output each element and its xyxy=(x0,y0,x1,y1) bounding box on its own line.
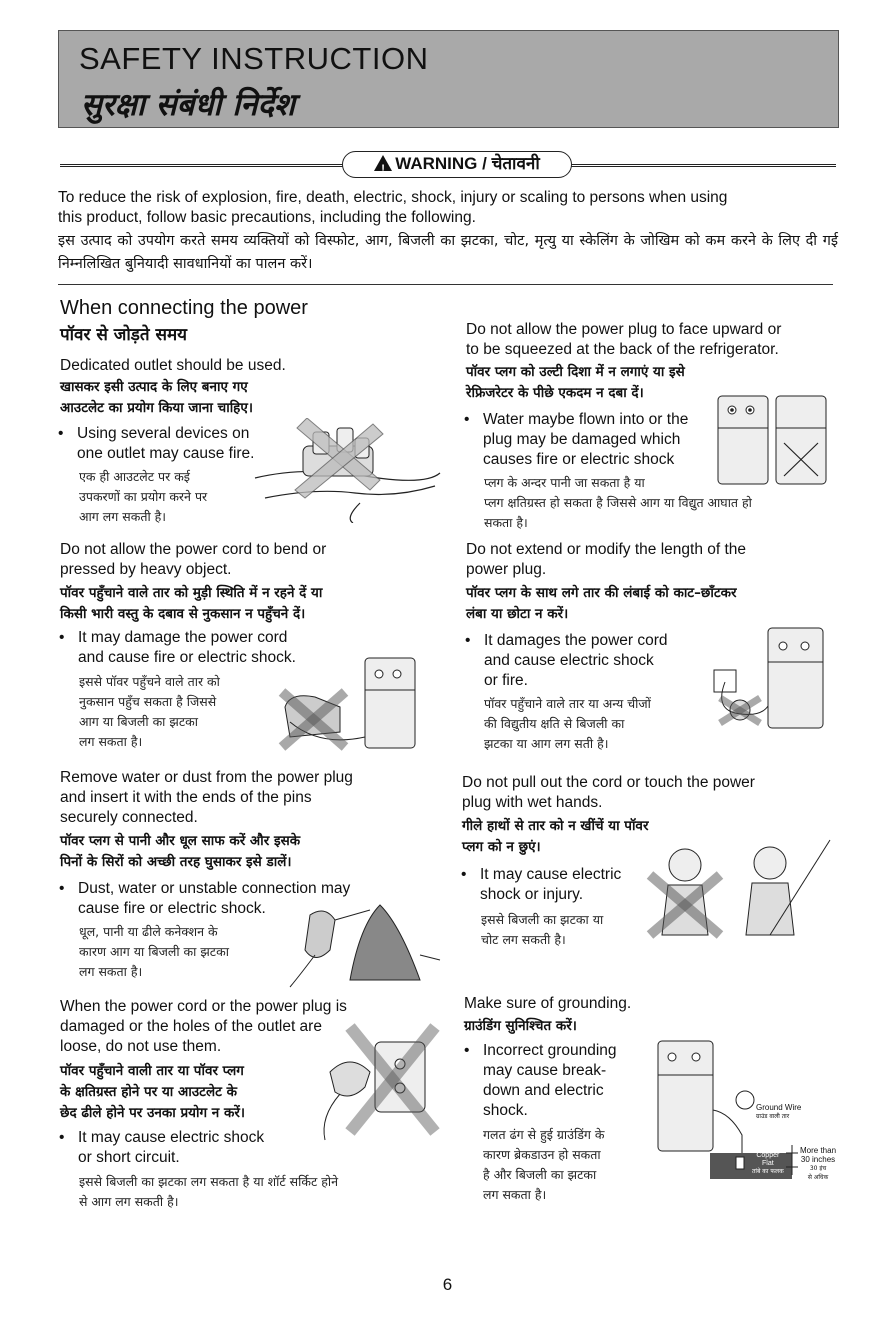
item-damaged-title-hi-2: के क्षतिग्रस्त होने पर या आउटलेट के xyxy=(60,1084,237,1100)
ground-wire-label-hi: ग्राउंड वाली तार xyxy=(756,1113,790,1120)
damaged-outlet-illustration xyxy=(315,1022,445,1142)
item-bend-hi-1: इससे पॉवर पहुँचने वाले तार को xyxy=(79,674,220,689)
refrigerator-plug-illustration xyxy=(714,388,834,488)
item-damaged-title-2: damaged or the holes of the outlet are xyxy=(60,1018,322,1035)
intro-en-line-1: To reduce the risk of explosion, fire, death, electric, shock, injury or scaling to persons when using xyxy=(58,189,728,206)
item-bend-title-hi-2: किसी भारी वस्तु के दबाव से नुकसान न पहुँचने दें। xyxy=(60,606,306,622)
item-bend-hi-3: आग या बिजली का झटका xyxy=(79,714,198,729)
item-bend-title-2: pressed by heavy object. xyxy=(60,561,232,578)
copper-label: Copper xyxy=(756,1152,780,1159)
item-facing-title-2: to be squeezed at the back of the refrigerator. xyxy=(466,341,779,358)
item-grounding-title: Make sure of grounding. xyxy=(464,995,632,1012)
intro-en-line-2: this product, follow basic precautions, including the following. xyxy=(58,209,476,226)
section-title: When connecting the power xyxy=(60,297,308,319)
item-damaged-title-3: loose, do not use them. xyxy=(60,1038,222,1055)
header-banner xyxy=(58,30,839,128)
item-water-bullet-2: cause fire or electric shock. xyxy=(78,900,266,917)
item-damaged-title-hi-3: छेद ढीले होने पर उनका प्रयोग न करें। xyxy=(60,1105,245,1121)
item-facing-hi-1: प्लग के अन्दर पानी जा सकता है या xyxy=(484,475,645,490)
item-facing-title-hi-2: रेफ्रिजरेटर के पीछे एकदम न दबा दें। xyxy=(466,385,644,401)
item-water-title-hi-1: पॉवर प्लग से पानी और धूल साफ करें और इसके xyxy=(60,833,301,849)
item-bend-bullet: • It may damage the power cord xyxy=(78,628,287,648)
item-damaged-hi-2: से आग लग सकती है। xyxy=(79,1194,179,1209)
item-extend-bullet: • It damages the power cord xyxy=(484,631,668,651)
warning-rule-left xyxy=(60,164,344,167)
dusty-plug-illustration xyxy=(270,895,445,990)
warning-label xyxy=(342,151,572,178)
item-facing-hi-2: प्लग क्षतिग्रस्त हो सकता है जिससे आग या विद्युत आघात हो xyxy=(484,495,752,510)
item-grounding-hi-4: लग सकता है। xyxy=(483,1187,547,1202)
item-facing-bullet-3: causes fire or electric shock xyxy=(483,451,675,468)
item-damaged-bullet: • It may cause electric shock xyxy=(78,1128,264,1148)
page-title: SAFETY INSTRUCTION xyxy=(79,41,429,76)
item-wet-hi-1: इससे बिजली का झटका या xyxy=(481,912,604,927)
section-title-hindi: पॉवर से जोड़ते समय xyxy=(60,325,188,345)
item-facing-hi-3: सकता है। xyxy=(484,515,528,530)
item-bend-hi-4: लग सकता है। xyxy=(79,734,143,749)
item-wet-title-hi-1: गीले हाथों से तार को न खींचें या पॉवर xyxy=(462,818,649,834)
thirty-inches-label: 30 inches xyxy=(800,1155,836,1164)
heavy-object-cord-illustration xyxy=(270,652,440,752)
item-dedicated-bullet: • Using several devices on xyxy=(77,424,249,444)
item-damaged-title-hi-1: पॉवर पहुँचाने वाली तार या पॉवर प्लग xyxy=(60,1063,244,1079)
ground-wire-label xyxy=(756,1103,801,1121)
item-extend-title-hi-1: पॉवर प्लग के साथ लगे तार की लंबाई को काट–छाँटकर xyxy=(466,585,737,601)
item-extend-title-1: Do not extend or modify the length of the xyxy=(466,541,747,558)
item-water-hi-2: कारण आग या बिजली का झटका xyxy=(79,944,229,959)
item-facing-title-1: Do not allow the power plug to face upward or xyxy=(466,321,782,338)
item-facing-bullet-2: plug may be damaged which xyxy=(483,431,681,448)
copper-flat-label xyxy=(752,1152,784,1176)
divider xyxy=(58,284,833,285)
item-extend-title-hi-2: लंबा या छोटा न करें। xyxy=(466,606,569,622)
item-extend-bullet-3: or fire. xyxy=(484,672,528,689)
warning-icon xyxy=(374,155,392,171)
item-grounding-hi-1: गलत ढंग से हुई ग्राउंडिंग के xyxy=(483,1127,605,1142)
item-wet-title-hi-2: प्लग को न छुएं। xyxy=(462,839,541,855)
intro-en xyxy=(58,188,838,228)
item-extend-bullet-2: and cause electric shock xyxy=(484,652,654,669)
copper-label-hi: तांबे का फलक xyxy=(752,1168,784,1175)
item-bend-bullet-2: and cause fire or electric shock. xyxy=(78,649,296,666)
item-damaged-title-1: When the power cord or the power plug is xyxy=(60,998,347,1015)
item-damaged-bullet-2: or short circuit. xyxy=(78,1149,180,1166)
item-dedicated-title-hi-1: खासकर इसी उत्पाद के लिए बनाए गए xyxy=(60,379,248,395)
item-dedicated-hi-1: एक ही आउटलेट पर कई xyxy=(79,469,190,484)
item-water-title-3: securely connected. xyxy=(60,809,198,826)
item-water-hi-3: लग सकता है। xyxy=(79,964,143,979)
item-extend-hi-1: पॉवर पहुँचाने वाले तार या अन्य चीजों xyxy=(484,696,651,711)
page-title-hindi: सुरक्षा संबंधी निर्देश xyxy=(81,87,296,123)
item-dedicated-title: Dedicated outlet should be used. xyxy=(60,357,286,374)
item-facing-title-hi-1: पॉवर प्लग को उल्टी दिशा में न लगाएं या इसे xyxy=(466,364,685,380)
item-bend-hi-2: नुकसान पहुँच सकता है जिससे xyxy=(79,694,217,709)
thirty-inches-label-hi: 30 इंच xyxy=(809,1165,827,1172)
item-bend-title-hi-1: पॉवर पहुँचाने वाले तार को मुड़ी स्थिति में न रहने दें या xyxy=(60,585,323,601)
warning-rule-right xyxy=(570,164,836,167)
item-extend-hi-3: झटका या आग लग सती है। xyxy=(484,736,609,751)
page-number: 6 xyxy=(442,1275,453,1294)
item-grounding-bullet-4: shock. xyxy=(483,1102,528,1119)
item-water-title-1: Remove water or dust from the power plug xyxy=(60,769,353,786)
flat-label: Flat xyxy=(762,1160,774,1167)
item-dedicated-hi-3: आग लग सकती है। xyxy=(79,509,167,524)
more-than-label: More than xyxy=(800,1146,837,1155)
item-grounding-bullet-3: down and electric xyxy=(483,1082,604,1099)
item-water-title-hi-2: पिनों के सिरों को अच्छी तरह घुसाकर इसे डालें। xyxy=(60,854,292,870)
item-extend-hi-2: की विद्युतीय क्षति से बिजली का xyxy=(484,716,625,731)
item-bend-title-1: Do not allow the power cord to bend or xyxy=(60,541,327,558)
ground-wire-label-en: Ground Wire xyxy=(756,1103,802,1112)
item-grounding-hi-3: है और बिजली का झटका xyxy=(483,1167,597,1182)
item-water-title-2: and insert it with the ends of the pins xyxy=(60,789,312,806)
item-water-hi-1: धूल, पानी या ढीले कनेक्शन के xyxy=(79,924,218,939)
distance-label xyxy=(800,1146,836,1182)
wet-hands-illustration xyxy=(640,835,835,940)
intro-hi: इस उत्पाद को उपयोग करते समय व्यक्तियों को विस्फोट, आग, बिजली का झटका, चोट, मृत्यु या स्केलिंग के जोखिम को कम करने के लिए दी गई निम्नलिखित बुनियादी सावधानियों का पालन करें। xyxy=(58,233,838,272)
item-dedicated-bullet-2: one outlet may cause fire. xyxy=(77,445,255,462)
item-dedicated-hi-2: उपकरणों का प्रयोग करने पर xyxy=(79,489,208,504)
item-wet-title-1: Do not pull out the cord or touch the power xyxy=(462,774,755,791)
item-wet-hi-2: चोट लग सकती है। xyxy=(481,932,566,947)
extended-plug-illustration xyxy=(700,618,835,733)
multi-plug-illustration xyxy=(245,418,445,523)
item-facing-bullet: • Water maybe flown into or the xyxy=(483,410,688,430)
item-extend-title-2: power plug. xyxy=(466,561,547,578)
warning-text: WARNING / चेतावनी xyxy=(395,154,540,173)
item-wet-title-2: plug with wet hands. xyxy=(462,794,603,811)
item-wet-bullet: • It may cause electric xyxy=(480,865,621,885)
item-wet-bullet-2: shock or injury. xyxy=(480,886,584,903)
item-grounding-title-hi: ग्राउंडिंग सुनिश्चित करें। xyxy=(464,1018,577,1034)
item-grounding-bullet-2: may cause break- xyxy=(483,1062,607,1079)
item-dedicated-title-hi-2: आउटलेट का प्रयोग किया जाना चाहिए। xyxy=(60,400,253,416)
item-grounding-bullet: • Incorrect grounding xyxy=(483,1041,617,1061)
item-water-bullet: • Dust, water or unstable connection may xyxy=(78,879,350,899)
item-grounding-hi-2: कारण ब्रेकडाउन हो सकता xyxy=(483,1147,601,1162)
more-than-label-hi: से अधिक xyxy=(807,1174,829,1181)
item-damaged-hi-1: इससे बिजली का झटका लग सकता है या शॉर्ट सर्किट होने xyxy=(79,1174,339,1189)
